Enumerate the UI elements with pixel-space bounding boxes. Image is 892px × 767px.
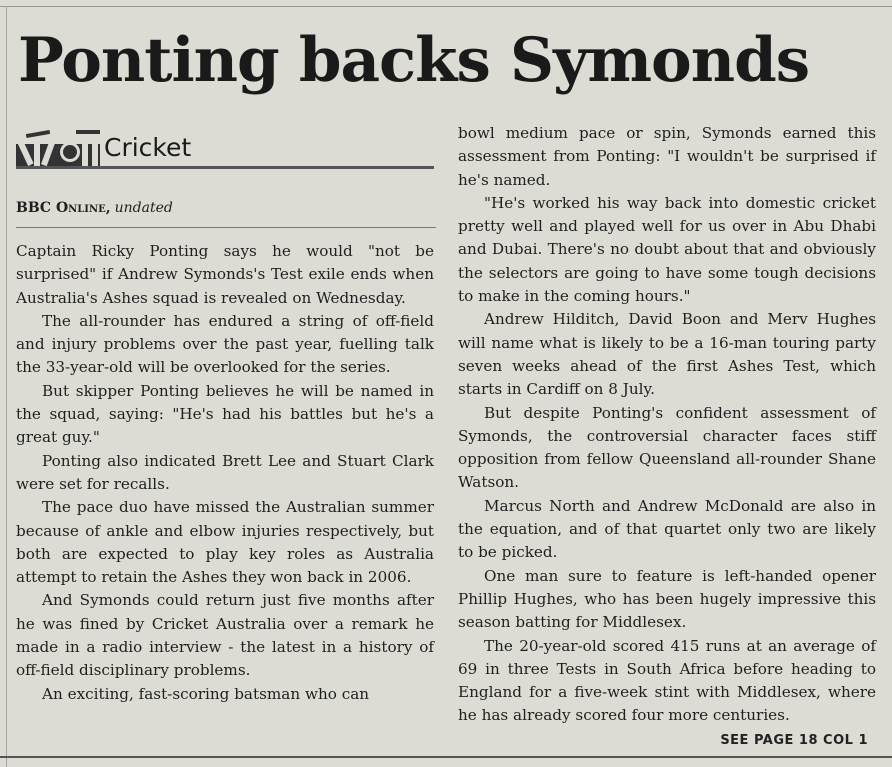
paragraph: The pace duo have missed the Australian summer because of ankle and elbow injuries respectively, but both are expected to play key roles as Australia attempt to retain the Ashes they won back in 2006. [16,498,434,587]
paragraph: The all-rounder has endured a string of off-field and injury problems over the past year, fuelling talk the 33-year-old will be overlooked for the series. [16,311,434,377]
paragraph: One man sure to feature is left-handed opener Phillip Hughes, who has been hugely impressive this season batting for Middlesex. [458,566,876,632]
left-column-rule [6,6,7,767]
paragraph: The 20-year-old scored 415 runs at an average of 69 in three Tests in South Africa before heading to England for a five-week stint with Middlesex, where he has already scored four more centuries. [458,636,876,725]
top-rule [0,6,892,7]
paragraph: But despite Ponting's confident assessment of Symonds, the controversial character faces stiff opposition from fellow Queensland all-rounder Shane Watson. [458,403,876,492]
paragraph: Ponting also indicated Brett Lee and Stuart Clark were set for recalls. [16,451,434,493]
paragraph: bowl medium pace or spin, Symonds earned this assessment from Ponting: "I wouldn't be surprised if he's named. [458,124,876,189]
section-label: Cricket [104,133,192,162]
continuation-note: SEE PAGE 18 COL 1 [720,733,868,748]
section-header [16,126,436,174]
paragraph: And Symonds could return just five months after he was fined by Cricket Australia over a remark he made in a radio interview - the latest in a history of off-field disciplinary problems. [16,591,434,680]
paragraph: Marcus North and Andrew McDonald are also in the equation, and of that quartet only two are likely to be picked. [458,496,876,562]
paragraph: Andrew Hilditch, David Boon and Merv Hughes will name what is likely to be a 16-man touring party seven weeks ahead of the first Ashes Test, which starts in Cardiff on 8 July. [458,310,876,399]
paragraph: But skipper Ponting believes he will be named in the squad, saying: "He's had his battles but he's a great guy." [16,381,434,447]
paragraph: "He's worked his way back into domestic cricket pretty well and played well for us over in Abu Dhabi and Dubai. There's no doubt about that and obviously the selectors are going to have some tough decisions to make in the coming hours." [458,193,876,306]
headline: Ponting backs Symonds [18,25,810,96]
paragraph: An exciting, fast-scoring batsman who can [42,684,370,703]
bottom-rule [0,756,892,758]
byline-rule [16,227,436,228]
byline-date: undated [114,200,173,216]
article-column-right [458,122,876,728]
byline-source: BBC Online, [16,200,111,216]
article-column-left [16,240,434,706]
byline [16,196,436,220]
section-rule [16,166,434,169]
paragraph: Captain Ricky Ponting says he would "not be surprised" if Andrew Symonds's Test exile ends when Australia's Ashes squad is revealed on Wednesday. [16,242,434,307]
cricket-stumps-ball-icon [16,130,100,166]
